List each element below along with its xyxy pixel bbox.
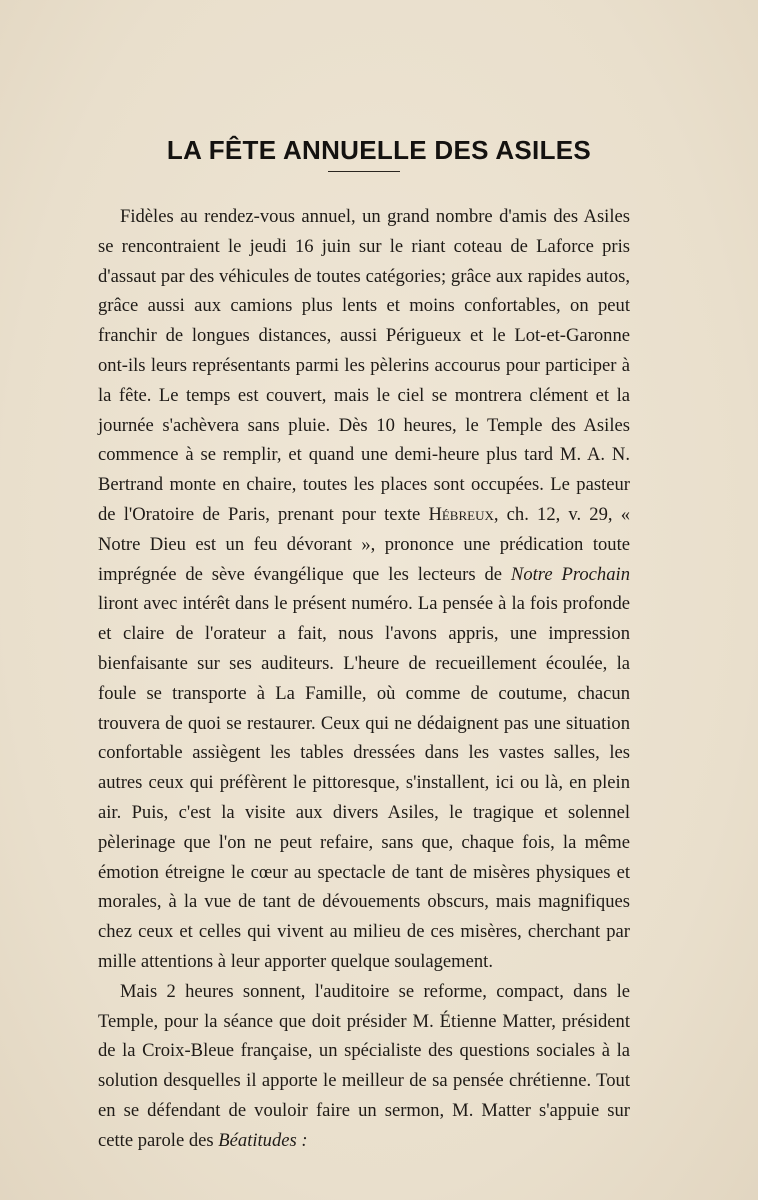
title-divider	[328, 171, 400, 172]
paragraph-1	[98, 202, 630, 977]
paragraph-text: liront avec intérêt dans le présent numéro. La pensée à la fois profonde et claire de l'orateur a fait, nous l'avons appris, une impression bienfaisante sur ses auditeurs. L'heure de recueillement écoulée, la foule se transporte à La Famille, où comme de coutume, chacun trouvera de quoi se restaurer. Ceux qui ne dédaignent pas une situation confortable assiègent les tables dressées dans les vastes salles, les autres ceux qui préfèrent le pittoresque, s'installent, ici ou là, en plein air. Puis, c'est la visite aux divers Asiles, le tragique et solennel pèlerinage que l'on ne peut refaire, sans que, chaque fois, la même émotion étreigne le cœur au spectacle de tant de misères physiques et morales, à la vue de tant de dévouements obscurs, mais magnifiques chez ceux et celles qui vivent au milieu de ces misères, cherchant par mille attentions à leur apporter quelque soulagement.	[98, 593, 630, 972]
article-body	[98, 202, 630, 1156]
publication-name: Notre Prochain	[510, 563, 630, 585]
paragraph-text: , ch. 12, v. 29, « Notre Dieu est un feu dévorant », prononce une prédication toute imprégnée de sève évangélique que les lecteurs de	[98, 503, 630, 585]
paragraph-text: Fidèles au rendez-vous annuel, un grand nombre d'amis des Asiles se rencontraient le jeudi 16 juin sur le riant coteau de Laforce pris d'assaut par des véhicules de toutes catégories; grâce aux rapides autos, grâce aussi aux camions plus lents et moins confortables, on peut franchir de longues distances, aussi Périgueux et le Lot-et-Garonne ont-ils leurs représentants parmi les pèlerins accourus pour participer à la fête. Le temps est couvert, mais le ciel se montrera clément et la journée s'achèvera sans pluie. Dès 10 heures, le Temple des Asiles commence à se remplir, et quand une demi-heure plus tard M. A. N. Bertrand monte en chaire, toutes les places sont occupées. Le pasteur de l'Oratoire de Paris, prenant pour texte	[98, 206, 630, 525]
scripture-reference: Hébreux	[428, 503, 494, 525]
article-title: LA FÊTE ANNUELLE DES ASILES	[166, 135, 592, 166]
paragraph-2	[98, 977, 630, 1156]
quoted-title: Béatitudes :	[218, 1129, 308, 1151]
paragraph-text: Mais 2 heures sonnent, l'auditoire se reforme, compact, dans le Temple, pour la séance que doit présider M. Étienne Matter, président de la Croix-Bleue française, un spécialiste des questions sociales à la solution desquelles il apporte le meilleur de sa pensée chrétienne. Tout en se défendant de vouloir faire un sermon, M. Matter s'appuie sur cette parole des	[98, 980, 630, 1151]
